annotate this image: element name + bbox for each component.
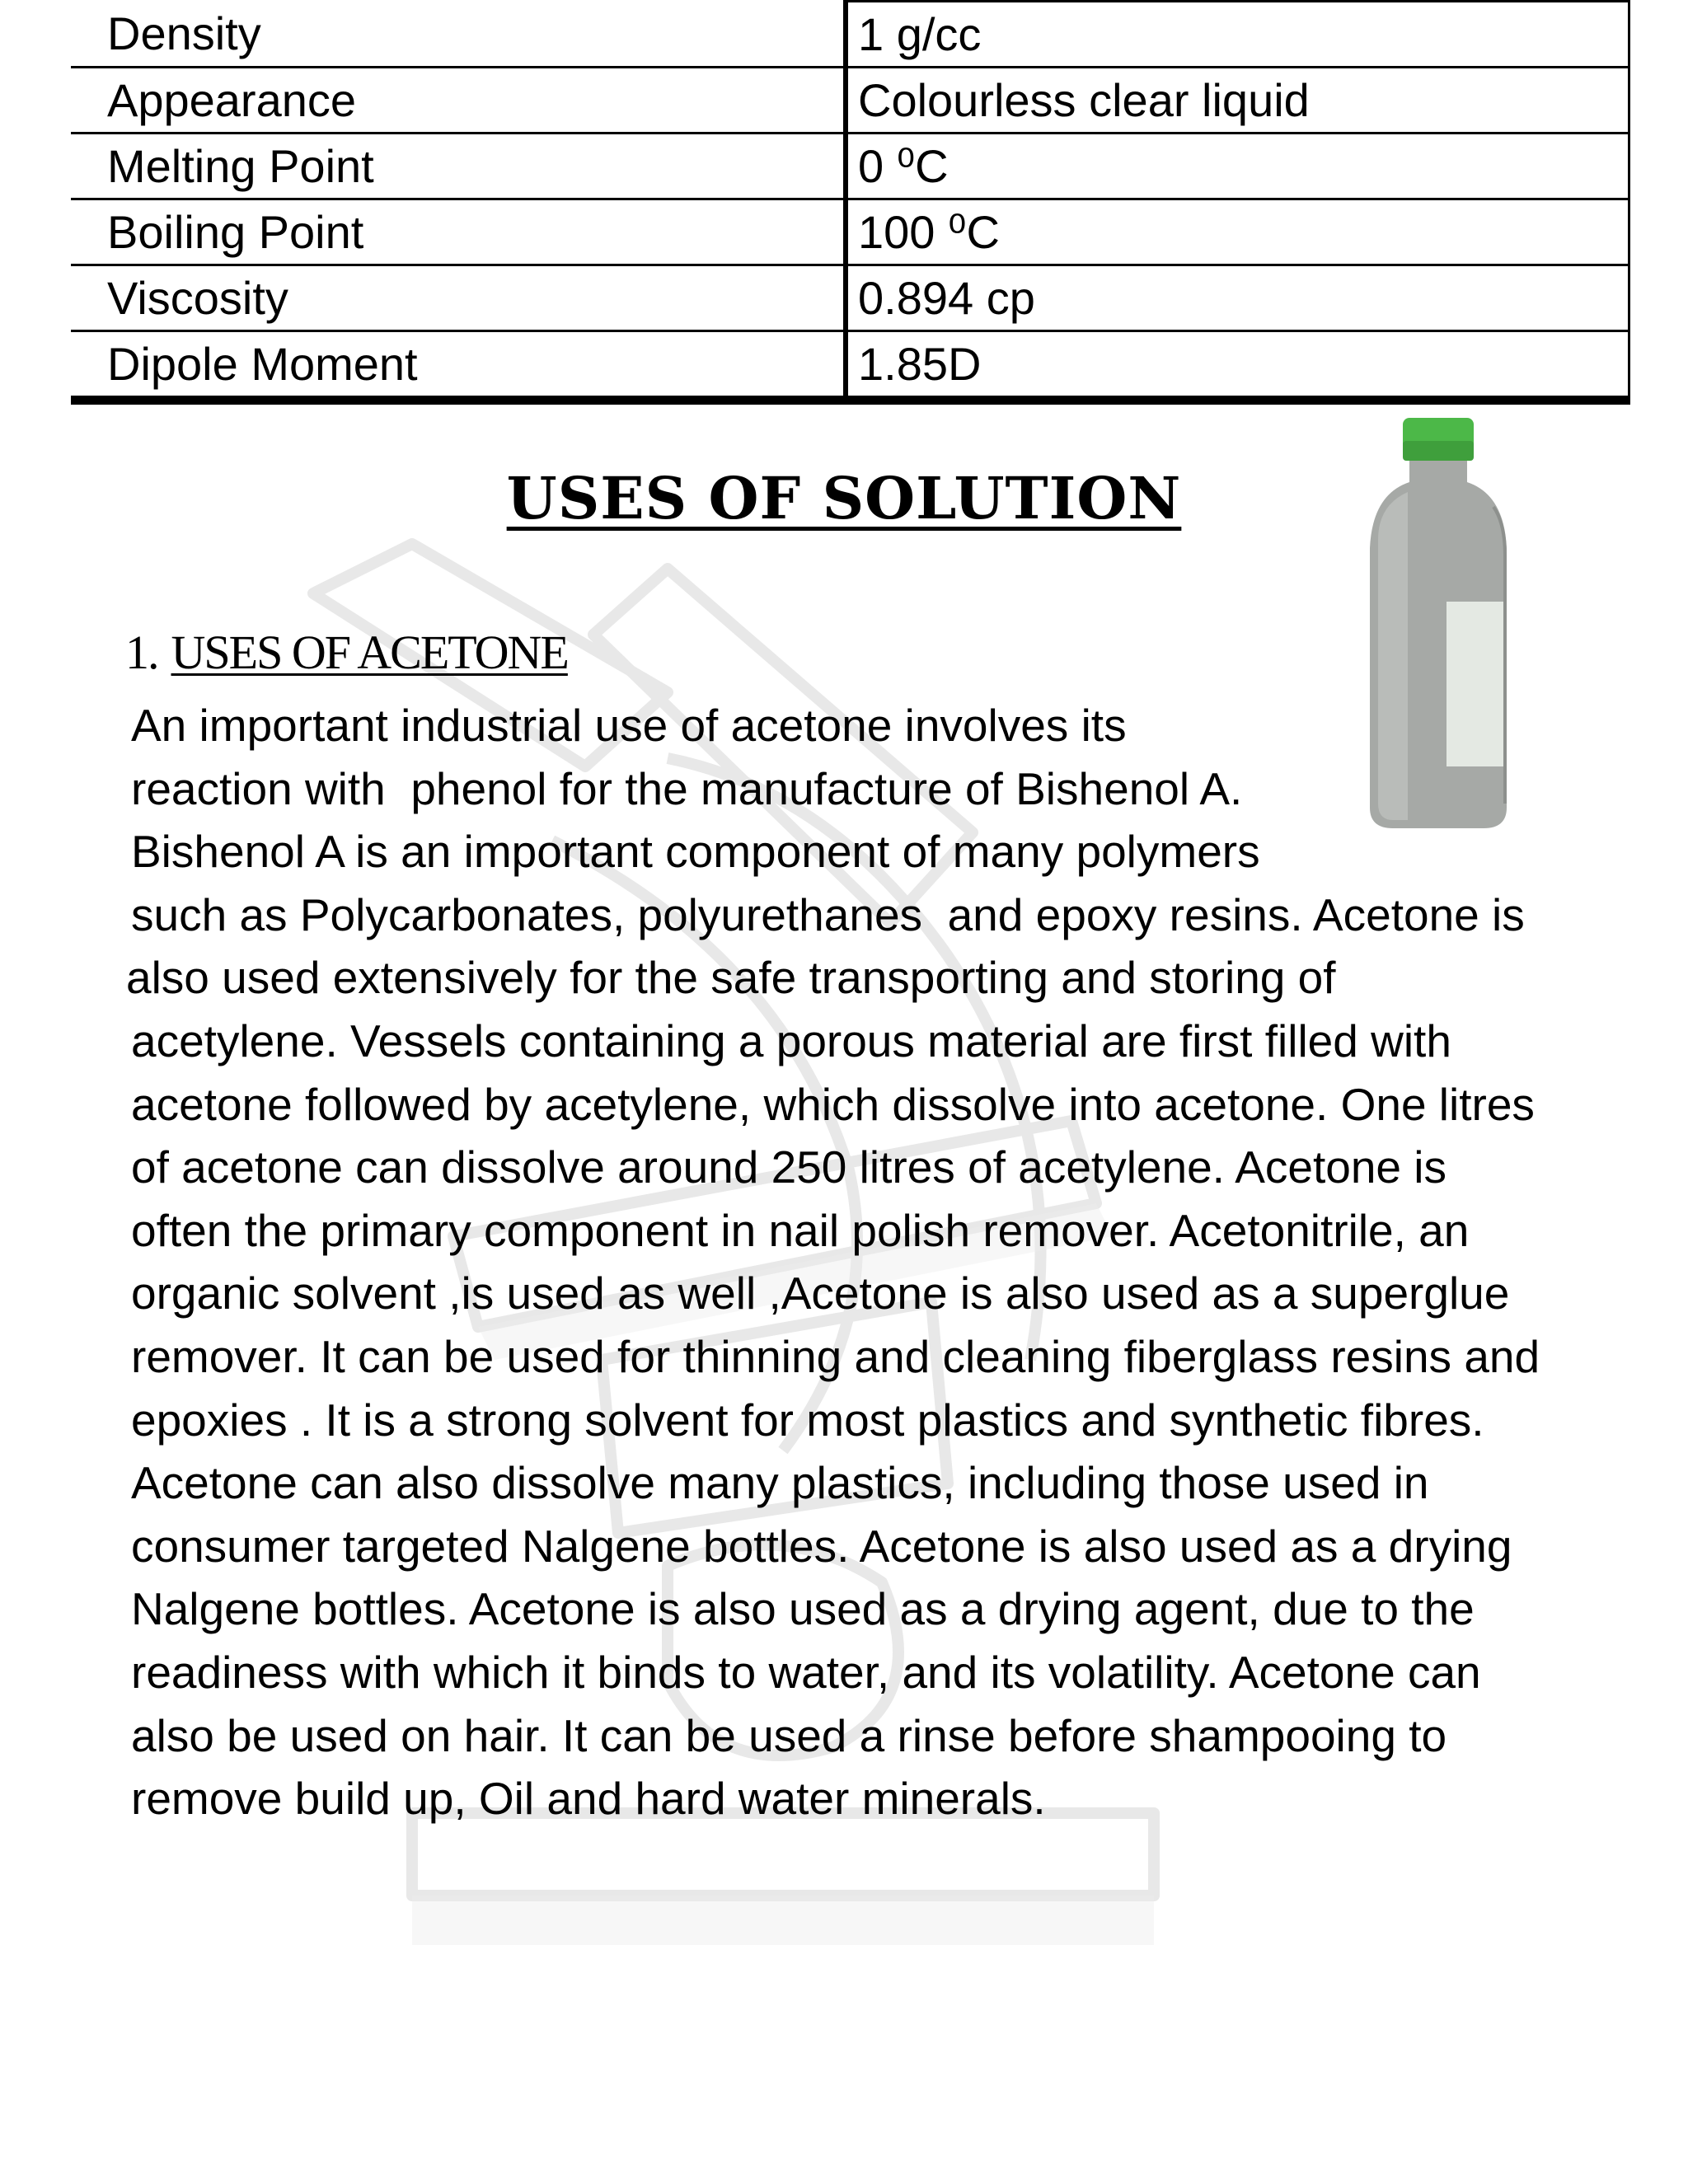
property-name: Melting Point — [71, 134, 846, 199]
body-line: acetone followed by acetylene, which dissolve into acetone. One litres — [131, 1078, 1535, 1130]
body-line: remove build up, Oil and hard water minerals. — [131, 1773, 1046, 1825]
body-line: Acetone can also dissolve many plastics, including those used in — [131, 1457, 1429, 1509]
body-paragraph — [126, 694, 1540, 1830]
subheading — [125, 623, 568, 682]
table-row — [71, 68, 1629, 134]
body-line: epoxies . It is a strong solvent for most plastics and synthetic fibres. — [131, 1394, 1484, 1446]
table-row — [71, 265, 1629, 331]
body-line: Nalgene bottles. Acetone is also used as a drying agent, due to the — [131, 1583, 1475, 1635]
body-line: readiness with which it binds to water, and its volatility. Acetone can — [131, 1646, 1481, 1698]
body-line: such as Polycarbonates, polyurethanes and epoxy resins. Acetone is — [131, 888, 1525, 940]
subheading-number: 1. — [125, 626, 158, 679]
body-line: organic solvent ,is used as well ,Acetone is also used as a superglue — [131, 1268, 1510, 1319]
property-name: Density — [71, 2, 846, 68]
property-name: Boiling Point — [71, 199, 846, 265]
table-row — [71, 199, 1629, 265]
table-row — [71, 2, 1629, 68]
subheading-text: USES OF ACETONE — [171, 626, 568, 679]
property-value: 1.85D — [846, 331, 1629, 401]
body-line: also be used on hair. It can be used a rinse before shampooing to — [131, 1709, 1447, 1761]
property-name: Dipole Moment — [71, 331, 846, 401]
body-line: An important industrial use of acetone involves its — [131, 700, 1127, 751]
property-value: 0.894 cp — [846, 265, 1629, 331]
property-value: 100 ⁰C — [846, 199, 1629, 265]
body-line: reaction with phenol for the manufacture of Bishenol A. — [131, 762, 1243, 814]
body-line: of acetone can dissolve around 250 litres of acetylene. Acetone is — [131, 1141, 1447, 1193]
body-line: Bishenol A is an important component of many polymers — [131, 826, 1260, 878]
property-name: Appearance — [71, 68, 846, 134]
body-line: remover. It can be used for thinning and cleaning fiberglass resins and — [131, 1330, 1540, 1382]
table-row — [71, 331, 1629, 401]
properties-table — [71, 0, 1630, 405]
body-line: acetylene. Vessels containing a porous material are first filled with — [131, 1015, 1451, 1066]
body-line: consumer targeted Nalgene bottles. Acetone is also used as a drying — [131, 1520, 1512, 1572]
table-row — [71, 134, 1629, 199]
property-value: 1 g/cc — [846, 2, 1629, 68]
section-title-text: USES OF SOLUTION — [506, 464, 1182, 532]
section-title — [0, 462, 1688, 536]
property-value: Colourless clear liquid — [846, 68, 1629, 134]
property-name: Viscosity — [71, 265, 846, 331]
body-line: also used extensively for the safe transporting and storing of — [126, 952, 1336, 1004]
property-value: 0 ⁰C — [846, 134, 1629, 199]
body-line: often the primary component in nail polish remover. Acetonitrile, an — [131, 1204, 1470, 1256]
